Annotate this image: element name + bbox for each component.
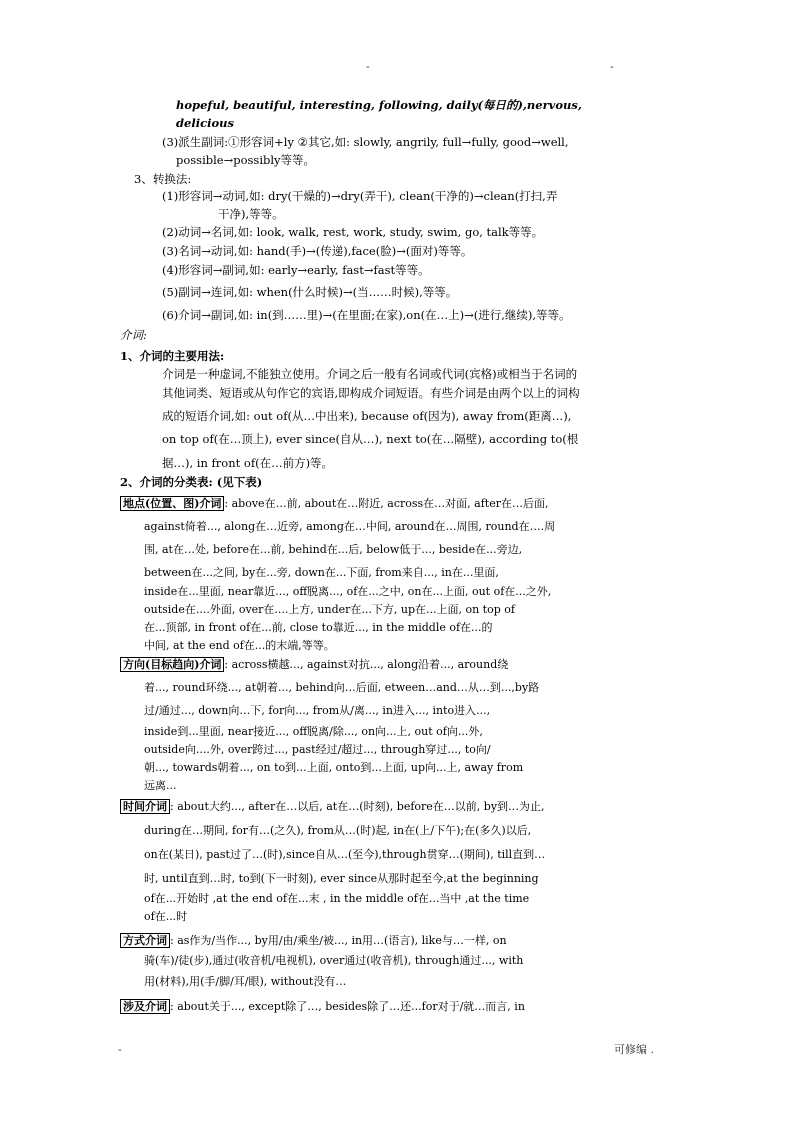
text-line: hopeful, beautiful, interesting, following, daily(每日的),nervous,	[176, 98, 582, 112]
section-heading: 3、转换法:	[134, 172, 192, 186]
text-line: (2)动词→名词,如: look, walk, rest, work, study, swim, go, talk等等。	[162, 225, 544, 239]
text-line: against倚着..., along在…近旁, among在…中间, around在…周围, round在….周	[144, 520, 556, 533]
direction-prepositions-label: 方向(目标趋向)介词	[120, 657, 224, 672]
text-line: 围, at在…处, before在...前, behind在...后, below低于..., beside在...旁边,	[144, 543, 523, 556]
text-line: 远离...	[144, 779, 177, 792]
place-prepositions-label: 地点(位置、图)介词	[120, 496, 224, 511]
text-line: of在...开始时 ,at the end of在...末 , in the middle of在...当中 ,at the time	[144, 892, 530, 905]
text-line: : about大约..., after在…以后, at在…(时刻), before在…以前, by到…为止,	[170, 800, 545, 813]
footer-left-mark: -	[118, 1043, 122, 1056]
text-line: : as作为/当作..., by用/由/乘坐/被..., in用…(语言), like与…一样, on	[170, 934, 507, 947]
text-line: 其他词类、短语或从句作它的宾语,即构成介词短语。有些介词是由两个以上的词构	[162, 386, 580, 400]
text-line: : above在…前, about在…附近, across在…对面, after在…后面,	[224, 497, 549, 510]
text-line: 过/通过..., down向…下, for向..., from从/离..., in进入..., into进入...,	[144, 704, 491, 717]
text-line: inside在...里面, near靠近..., off脱离..., of在...之中, on在...上面, out of在...之外,	[144, 585, 552, 598]
text-line: 介词是一种虚词,不能独立使用。介词之后一般有名词或代词(宾格)或相当于名词的	[162, 367, 578, 381]
text-line: delicious	[176, 116, 234, 130]
direction-prepositions-row	[120, 657, 508, 673]
text-line: inside到...里面, near接近..., off脱离/除..., on向...上, out of向...外,	[144, 725, 483, 738]
place-prepositions-row	[120, 496, 548, 512]
text-line: : about关于..., except除了…, besides除了…还...for对于/就…而言, in	[170, 1000, 525, 1013]
text-line: of在...时	[144, 910, 188, 923]
text-line: 时, until直到…时, to到(下一时刻), ever since从那时起至今,at the beginning	[144, 872, 539, 885]
text-line: on top of(在…顶上), ever since(自从…), next to(在…隔壁), according to(根	[162, 432, 579, 446]
reference-prepositions-label: 涉及介词	[120, 999, 170, 1014]
section-title: 介词:	[120, 328, 147, 342]
time-prepositions-row	[120, 799, 545, 815]
text-line: during在…期间, for有…(之久), from从…(时)起, in在(上/下午);在(多久)以后,	[144, 824, 532, 837]
reference-prepositions-row	[120, 999, 525, 1015]
text-line: (6)介词→副词,如: in(到……里)→(在里面;在家),on(在…上)→(进行,继续),等等。	[162, 308, 571, 322]
time-prepositions-label: 时间介词	[120, 799, 170, 814]
text-line: possible→possibly等等。	[176, 153, 316, 167]
manner-prepositions-row	[120, 933, 507, 949]
text-line: (5)副词→连词,如: when(什么时候)→(当……时候),等等。	[162, 285, 458, 299]
text-line: 在...顶部, in front of在...前, close to靠近..., in the middle of在...的	[144, 621, 493, 634]
header-right-mark: -	[610, 60, 614, 73]
text-line: 据…), in front of(在…前方)等。	[162, 456, 334, 470]
text-line: 骑(车)/徒(步),通过(收音机/电视机), over通过(收音机), through通过..., with	[144, 954, 524, 967]
manner-prepositions-label: 方式介词	[120, 933, 170, 948]
text-line: : across横越..., against对抗..., along沿着..., around绕	[224, 658, 509, 671]
text-line: outside向....外, over跨过..., past经过/超过..., through穿过..., to向/	[144, 743, 491, 756]
section-heading: 2、介词的分类表: (见下表)	[120, 475, 263, 489]
text-line: (3)名词→动词,如: hand(手)→(传递),face(脸)→(面对)等等。	[162, 244, 473, 258]
text-line: between在...之间, by在...旁, down在...下面, from来自..., in在...里面,	[144, 566, 499, 579]
text-line: 着..., round环绕..., at朝着..., behind向…后面, etween…and…从…到...,by路	[144, 681, 540, 694]
text-line: 朝..., towards朝着..., on to到...上面, onto到...上面, up向...上, away from	[144, 761, 524, 774]
text-line: on在(某日), past过了…(时),since自从…(至今),through贯穿…(期间), till直到…	[144, 848, 546, 861]
text-line: 中间, at the end of在...的末端,等等。	[144, 639, 335, 652]
text-line: (4)形容词→副词,如: early→early, fast→fast等等。	[162, 263, 430, 277]
text-line: 干净),等等。	[218, 207, 284, 221]
text-line: outside在....外面, over在....上方, under在...下方, up在...上面, on top of	[144, 603, 515, 616]
section-heading: 1、介词的主要用法:	[120, 349, 225, 363]
header-left-mark: -	[366, 60, 370, 73]
text-line: 用(材料),用(手/脚/耳/眼), without没有…	[144, 975, 347, 988]
text-line: (3)派生副词:①形容词+ly ②其它,如: slowly, angrily, full→fully, good→well,	[162, 135, 569, 149]
footer-text: 可修编 .	[614, 1043, 654, 1056]
text-line: (1)形容词→动词,如: dry(干燥的)→dry(弄干), clean(干净的)→clean(打扫,弄	[162, 189, 558, 203]
text-line: 成的短语介词,如: out of(从…中出来), because of(因为), away from(距离…),	[162, 409, 572, 423]
